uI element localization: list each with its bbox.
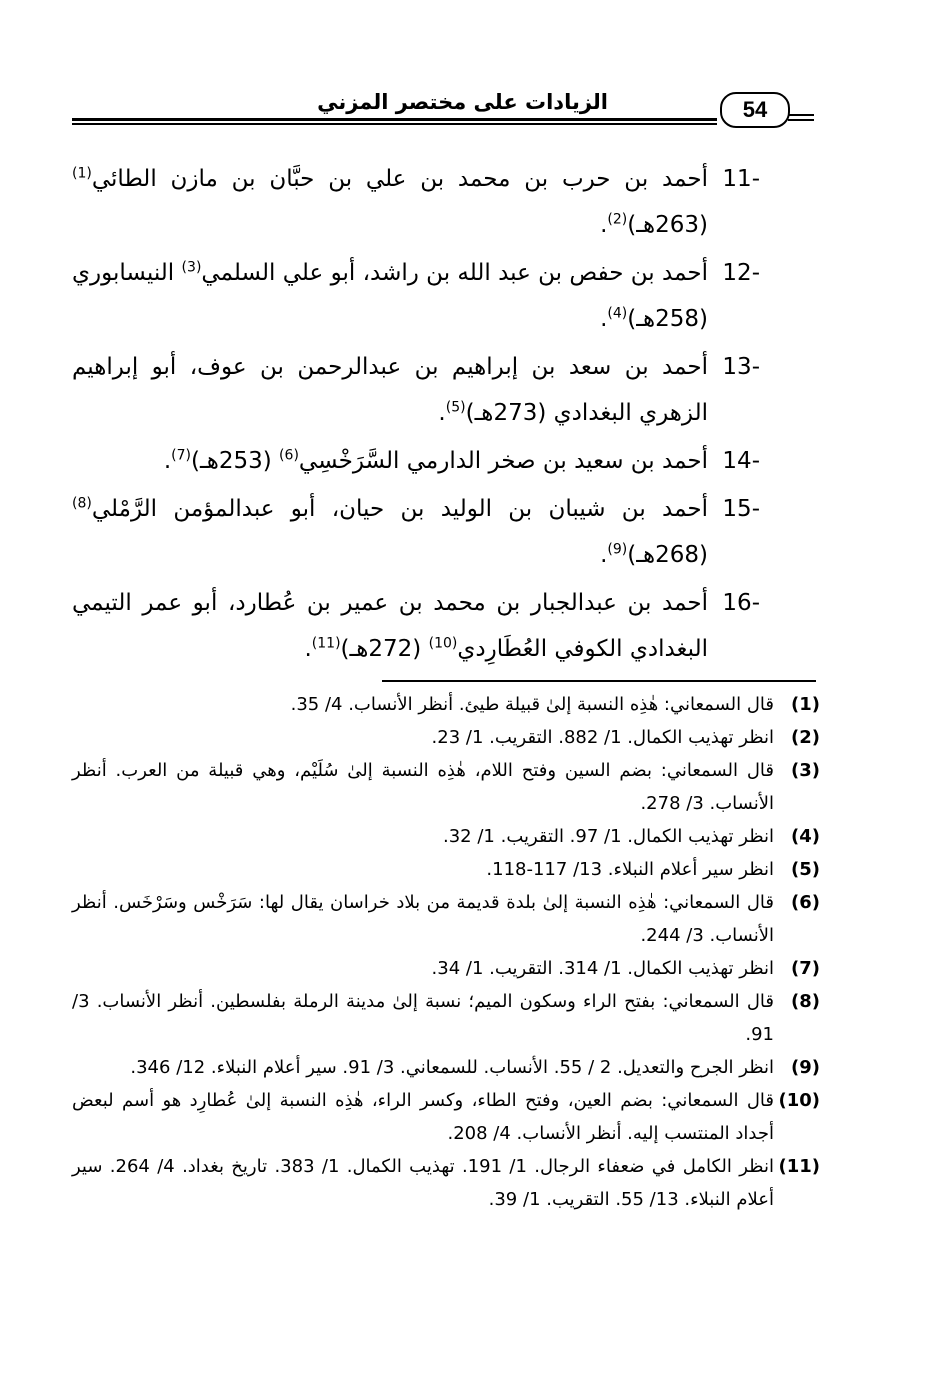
page-number-badge: 54 <box>720 92 790 128</box>
footnote-number: (9) <box>791 1057 820 1078</box>
footnote-ref: (2) <box>607 211 628 228</box>
footnote <box>72 985 820 1051</box>
entry-date: (253هـ) <box>191 448 272 474</box>
footnote <box>72 688 820 721</box>
footnote-number: (5) <box>791 859 820 880</box>
entry-number: 14- <box>722 448 760 474</box>
footnote-ref: (3) <box>181 259 202 276</box>
footnote <box>72 1084 820 1150</box>
footnote-ref: (6) <box>279 447 299 464</box>
footnote-text: انظر تهذيب الكمال. 1/ 97. التقريب. 1/ 32. <box>442 826 774 847</box>
footnote-number: (4) <box>791 826 820 847</box>
header-rule <box>72 118 717 121</box>
footnote-ref: (11) <box>311 635 341 652</box>
footnote-text: انظر الجرح والتعديل. 2 / 55. الأنساب. للسمعاني. 3/ 91. سير أعلام النبلاء. 12/ 346. <box>130 1057 774 1078</box>
entry-end: . <box>438 400 446 426</box>
entry-end: . <box>304 636 312 662</box>
entry-text: أحمد بن عبدالجبار بن محمد بن عمير بن عُطارد، أبو عمر التيمي البغدادي الكوفي العُطَارِدي <box>72 590 708 662</box>
footnote-number: (7) <box>791 958 820 979</box>
entry-number: 15- <box>722 496 760 522</box>
footnote-text: قال السمعاني: بضم السين وفتح اللام، هٰذِه النسبة إلىٰ سُلَيْم، وهي قبيلة من العرب. أنظر الأنساب. 3/ 278. <box>72 760 774 814</box>
footnote-text: انظر سير أعلام النبلاء. 13/ 117-118. <box>486 859 774 880</box>
page-header <box>72 88 814 138</box>
entry-text: أحمد بن سعيد بن صخر الدارمي السَّرَخْسِي <box>298 448 708 474</box>
footnote-ref: (10) <box>428 635 458 652</box>
footnote-text: انظر تهذيب الكمال. 1/ 882. التقريب. 1/ 23. <box>431 727 774 748</box>
header-rule-thin <box>72 123 717 125</box>
footnote-ref: (5) <box>445 399 466 416</box>
entry-end: . <box>163 448 172 474</box>
entry-text: أحمد بن شيبان بن الوليد بن حيان، أبو عبدالمؤمن الرَّمْلي <box>91 496 708 522</box>
entry-date: النيسابوري (258هـ) <box>72 260 708 332</box>
footnote <box>72 886 820 952</box>
footnote <box>72 721 820 754</box>
entry-date: الزهري البغدادي (273هـ) <box>465 400 708 426</box>
entry-item <box>72 250 760 342</box>
entry-end: . <box>600 212 608 238</box>
header-rule-right-lower <box>788 119 814 121</box>
footnote <box>72 1150 820 1216</box>
entry-item <box>72 580 760 672</box>
footnote-number: (6) <box>791 892 820 913</box>
footnote <box>72 853 820 886</box>
footnote-text: انظر تهذيب الكمال. 1/ 314. التقريب. 1/ 34. <box>431 958 774 979</box>
entry-item <box>72 486 760 578</box>
entry-end: . <box>600 542 608 568</box>
entry-number: 12- <box>722 260 760 286</box>
footnote-number: (8) <box>791 991 820 1012</box>
entry-number: 16- <box>722 590 760 616</box>
entry-number: 11- <box>722 166 760 192</box>
entry-date: (272هـ) <box>340 636 422 662</box>
footnote-ref: (4) <box>607 305 628 322</box>
entry-end: . <box>600 306 608 332</box>
entry-text: أحمد بن حفص بن عبد الله بن راشد، أبو علي السلمي <box>201 260 709 286</box>
entry-item <box>72 438 760 484</box>
entry-date: (268هـ) <box>627 542 708 568</box>
footnote <box>72 1051 820 1084</box>
entry-text: أحمد بن سعد بن إبراهيم بن عبدالرحمن بن عوف، أبو إبراهيم <box>72 354 708 380</box>
entry-number: 13- <box>722 354 760 380</box>
footnote <box>72 820 820 853</box>
footnote-separator <box>382 680 816 682</box>
footnote-text: قال السمعاني: بضم العين، وفتح الطاء، وكسر الراء، هٰذِه النسبة إلىٰ عُطارِد هو أسم لبعض أجداد المنتسب إليه. أنظر الأنساب. 4/ 208. <box>72 1090 774 1144</box>
footnote-text: انظر الكامل في ضعفاء الرجال. 1/ 191. تهذيب الكمال. 1/ 383. تاريخ بغداد. 4/ 264. سير أعلام النبلاء. 13/ 55. التقريب. 1/ 39. <box>72 1156 774 1210</box>
entries-list <box>72 156 760 674</box>
footnote-ref: (7) <box>171 447 191 464</box>
entry-text: أحمد بن حرب بن محمد بن علي بن حبَّان بن مازن الطائي <box>91 166 708 192</box>
entry-item <box>72 156 760 248</box>
footnote-ref: (9) <box>607 541 628 558</box>
footnote <box>72 754 820 820</box>
footnote-text: قال السمعاني: بفتح الراء وسكون الميم؛ نسبة إلىٰ مدينة الرملة بفلسطين. أنظر الأنساب. 3/ 91. <box>72 991 774 1045</box>
footnote-text: قال السمعاني: هٰذِه النسبة إلىٰ قبيلة طيئ. أنظر الأنساب. 4/ 35. <box>290 694 774 715</box>
header-rule-right <box>788 114 814 116</box>
footnote-number: (11) <box>778 1156 820 1177</box>
entry-date: (263هـ) <box>627 212 708 238</box>
running-title: الزيادات على مختصر المزني <box>317 90 608 114</box>
footnote-text: قال السمعاني: هٰذِه النسبة إلىٰ بلدة قديمة من بلاد خراسان يقال لها: سَرَخْس وسَرْخَس. أنظر الأنساب. 3/ 244. <box>72 892 774 946</box>
footnote <box>72 952 820 985</box>
footnote-number: (3) <box>791 760 820 781</box>
footnote-number: (10) <box>778 1090 820 1111</box>
footnote-ref: (1) <box>72 165 92 182</box>
footnote-number: (1) <box>791 694 820 715</box>
footnote-number: (2) <box>791 727 820 748</box>
footnotes-list <box>72 688 820 1216</box>
entry-item <box>72 344 760 436</box>
footnote-ref: (8) <box>72 495 92 512</box>
